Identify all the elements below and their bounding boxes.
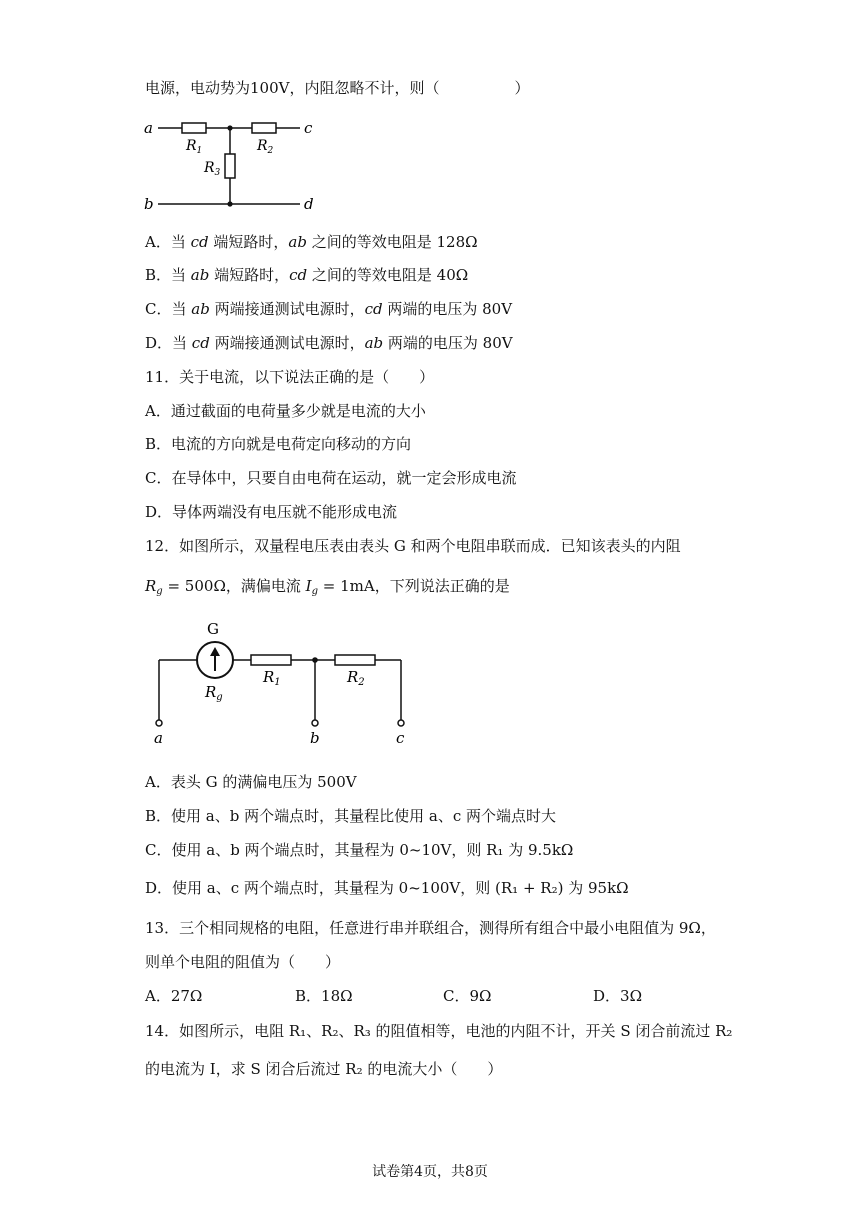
q13-option-c: C．9Ω <box>443 987 492 1005</box>
terminal-b: b <box>144 195 154 213</box>
q13-option-d: D．3Ω <box>593 987 643 1005</box>
page-footer: 试卷第4页，共8页 <box>372 1164 488 1180</box>
q13-options-row <box>145 986 705 1006</box>
q10-option-b: B．当 ab 端短路时，cd 之间的等效电阻是 40Ω <box>145 266 469 284</box>
label-r3: $R_3$ <box>204 160 221 178</box>
q11-option-c: C．在导体中，只要自由电荷在运动，就一定会形成电流 <box>145 469 517 487</box>
terminal-c-ring <box>398 720 404 726</box>
label-rg: $R_g$ <box>205 683 223 703</box>
terminal-a-ring <box>156 720 162 726</box>
label-terminal-c: c <box>396 729 405 747</box>
q11-option-b: B．电流的方向就是电荷定向移动的方向 <box>145 435 412 453</box>
q13-option-a: A．27Ω <box>145 987 203 1005</box>
q12-voltmeter-diagram <box>145 618 425 753</box>
q11-stem: 11．关于电流，以下说法正确的是（ ） <box>145 368 435 386</box>
label-r2: $R_2$ <box>257 138 274 156</box>
q10-option-d: D．当 cd 两端接通测试电源时，ab 两端的电压为 80V <box>145 334 513 352</box>
q10-option-c: C．当 ab 两端接通测试电源时，cd 两端的电压为 80V <box>145 300 513 318</box>
junction-bottom <box>227 201 232 206</box>
terminal-c: c <box>304 119 313 137</box>
q12-option-d: D．使用 a、c 两个端点时，其量程为 0~100V，则 (R₁ + R₂) 为 95kΩ <box>145 879 629 897</box>
q14-stem-line1: 14．如图所示，电阻 R₁、R₂、R₃ 的阻值相等，电池的内阻不计，开关 S 闭合前流过 R₂ <box>145 1022 733 1040</box>
q13-option-b: B．18Ω <box>295 987 353 1005</box>
q12-option-c: C．使用 a、b 两个端点时，其量程为 0~10V，则 R₁ 为 9.5kΩ <box>145 841 574 859</box>
label-r2: $R_2$ <box>347 668 365 688</box>
resistor-r3 <box>225 154 235 178</box>
resistor-r2 <box>335 655 375 665</box>
label-r1: $R_1$ <box>263 668 281 688</box>
q12-option-b: B．使用 a、b 两个端点时，其量程比使用 a、c 两个端点时大 <box>145 807 556 825</box>
label-terminal-b: b <box>310 729 320 747</box>
resistor-r1 <box>182 123 206 133</box>
q14-stem-line2: 的电流为 I，求 S 闭合后流过 R₂ 的电流大小（ ） <box>145 1060 503 1078</box>
label-r1: $R_1$ <box>186 138 203 156</box>
resistor-r1 <box>251 655 291 665</box>
label-terminal-a: a <box>154 729 163 747</box>
resistor-r2 <box>252 123 276 133</box>
label-g: G <box>207 620 219 638</box>
q12-option-a: A．表头 G 的满偏电压为 500V <box>145 773 357 791</box>
q13-stem-line2: 则单个电阻的阻值为（ ） <box>145 953 341 971</box>
question-10-stem-tail: 电源，电动势为100V，内阻忽略不计，则（ ） <box>145 79 530 97</box>
q10-circuit-diagram <box>140 112 340 217</box>
q10-option-a: A．当 cd 端短路时，ab 之间的等效电阻是 128Ω <box>145 233 478 251</box>
q11-option-d: D．导体两端没有电压就不能形成电流 <box>145 503 398 521</box>
arrow-up-icon <box>210 647 220 656</box>
q12-stem-line2: $R_g = 500\Omega$，满偏电流 $I_g = 1mA$，下列说法正确的是 <box>145 577 510 597</box>
q11-option-a: A．通过截面的电荷量多少就是电流的大小 <box>145 402 426 420</box>
junction-top <box>227 125 232 130</box>
q12-stem-line1: 12．如图所示，双量程电压表由表头 G 和两个电阻串联而成．已知该表头的内阻 <box>145 537 681 555</box>
q13-stem-line1: 13．三个相同规格的电阻，任意进行串并联组合，测得所有组合中最小电阻值为 9Ω， <box>145 919 716 937</box>
terminal-a: a <box>144 119 153 137</box>
terminal-b-ring <box>312 720 318 726</box>
terminal-d: d <box>304 195 314 213</box>
junction-dot <box>312 657 318 663</box>
